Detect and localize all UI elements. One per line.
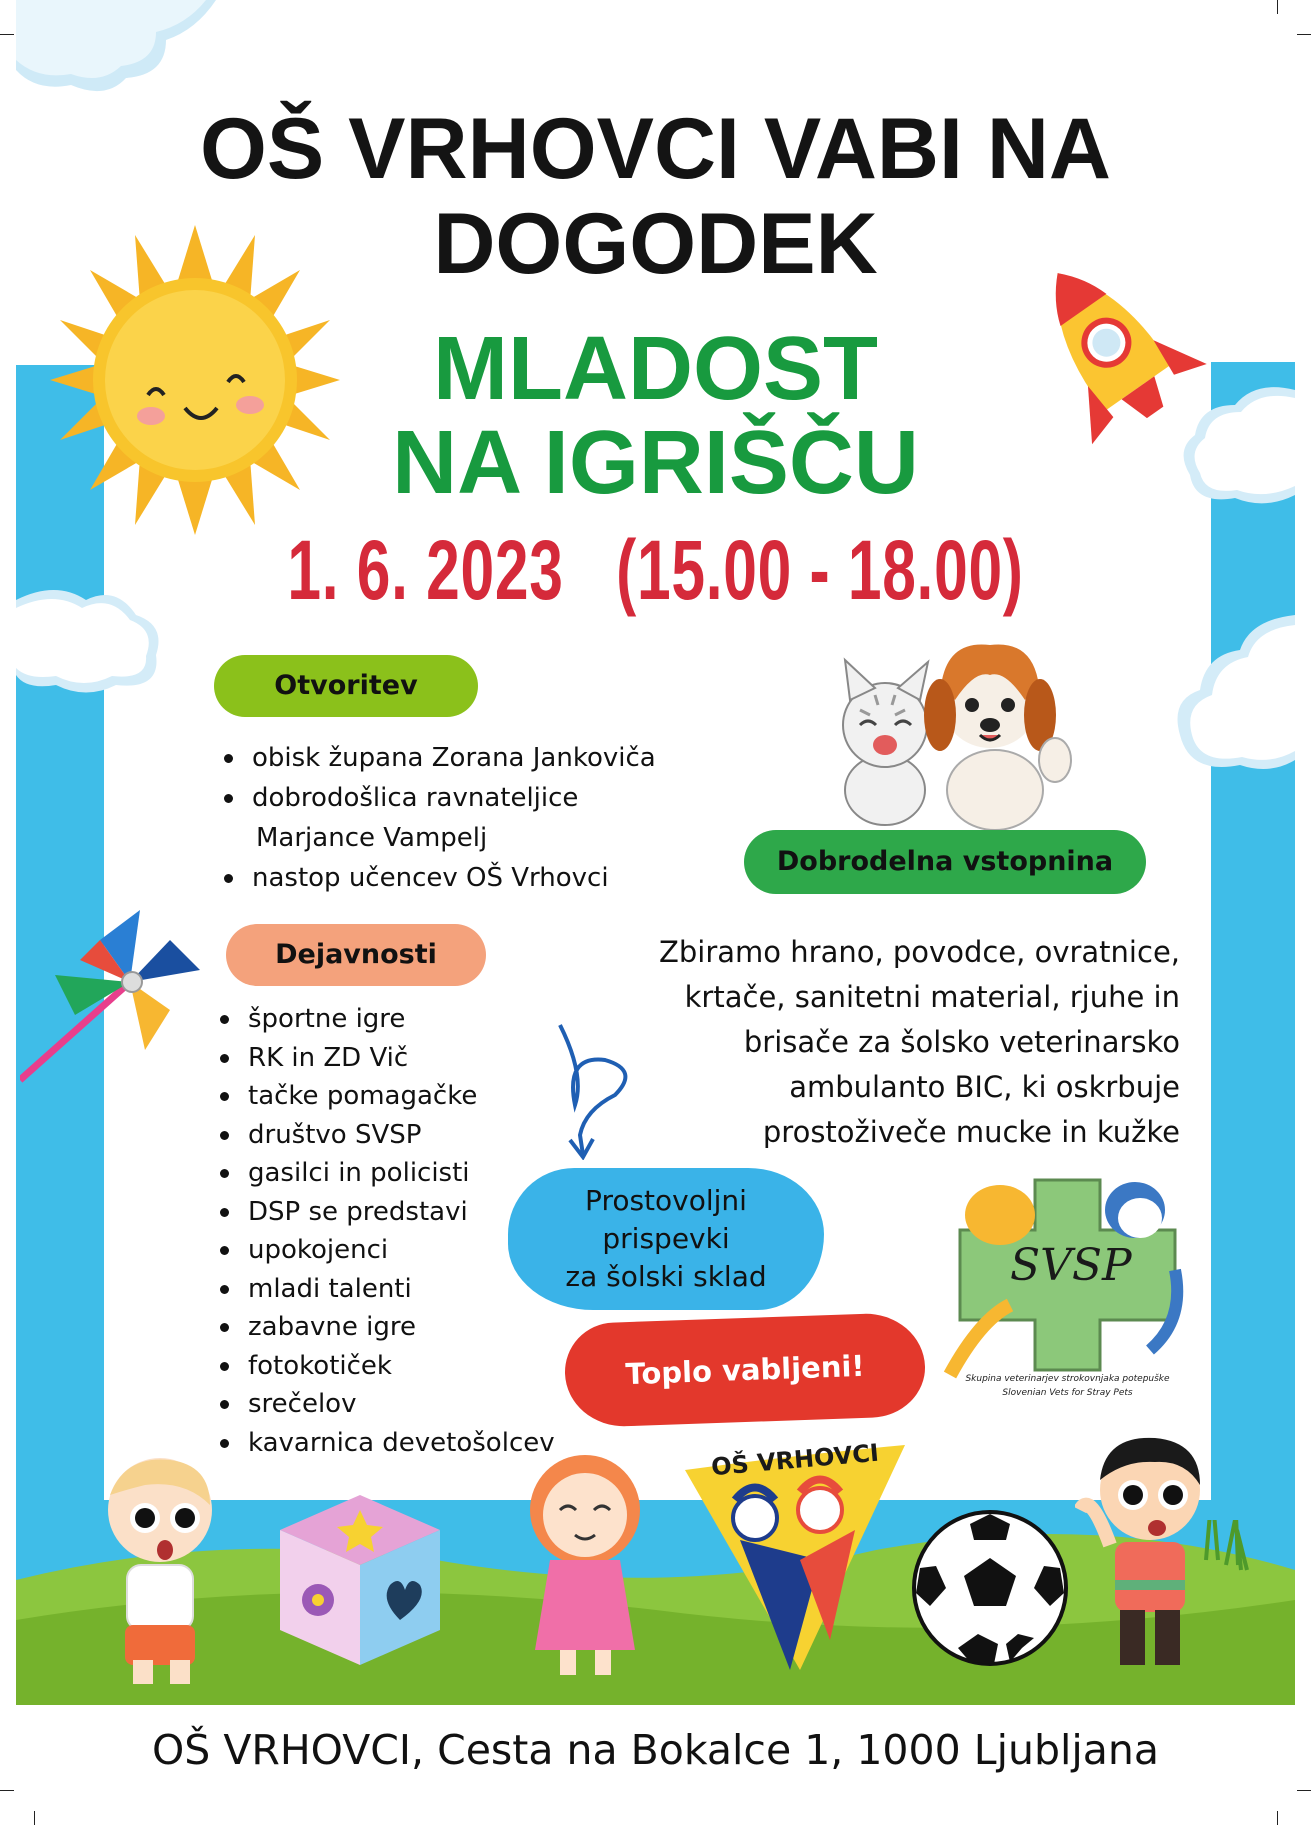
svsp-caption-line2: Slovenian Vets for Stray Pets: [1002, 1388, 1133, 1398]
svsp-logo: [940, 1170, 1195, 1410]
list-item: nastop učencev OŠ Vrhovci: [218, 858, 738, 898]
charity-text-line: prostoživeče mucke in kužke: [762, 1115, 1180, 1149]
page-title-line1: OŠ VRHOVCI VABI NA: [199, 101, 1112, 197]
cloud-icon: [1160, 615, 1295, 775]
event-name-line1: MLADOST: [433, 319, 878, 419]
list-item: športne igre: [214, 1000, 594, 1039]
dog-icon: [924, 644, 1071, 830]
arrow-icon: [545, 1015, 645, 1160]
svsp-caption-line1: Skupina veterinarjev strokovnjaka potepuške: [965, 1374, 1170, 1384]
cat-dog-illustration: [820, 640, 1080, 830]
footer-address: OŠ VRHOVCI, Cesta na Bokalce 1, 1000 Ljubljana: [151, 1726, 1159, 1774]
list-item: DSP se predstavi: [214, 1193, 594, 1232]
fund-line: prispevki: [602, 1222, 730, 1255]
list-item: upokojenci: [214, 1231, 594, 1270]
pinwheel-icon: [20, 900, 220, 1090]
cat-icon: [843, 660, 928, 825]
list-item: RK in ZD Vič: [214, 1039, 594, 1078]
page-title-line2: DOGODEK: [433, 196, 878, 292]
list-item: mladi talenti: [214, 1270, 594, 1309]
list-item: obisk župana Zorana Jankoviča: [218, 738, 738, 778]
activities-label: Dejavnosti: [226, 924, 486, 986]
list-item: kavarnica devetošolcev: [214, 1424, 594, 1463]
soccer-ball-icon: [910, 1508, 1070, 1668]
list-item: gasilci in policisti: [214, 1154, 594, 1193]
cloud-icon: [16, 580, 166, 700]
boy-icon: [1075, 1430, 1215, 1680]
fund-line: Prostovoljni: [585, 1184, 747, 1217]
charity-text-line: ambulanto BIC, ki oskrbuje: [789, 1070, 1180, 1104]
opening-label: Otvoritev: [214, 655, 478, 717]
crop-mark: [0, 34, 14, 35]
school-logo-text: OŠ VRHOVCI: [710, 1438, 880, 1482]
list-item: zabavne igre: [214, 1308, 594, 1347]
cloud-icon: [16, 0, 216, 100]
school-logo: [680, 1440, 910, 1680]
svsp-logo-text: SVSP: [1010, 1240, 1132, 1291]
list-item: srečelov: [214, 1385, 594, 1424]
boy-icon: [85, 1450, 235, 1690]
event-name-line2: NA IGRIŠČU: [392, 413, 919, 513]
crop-mark: [1297, 34, 1311, 35]
crop-mark: [1297, 1790, 1311, 1791]
charity-description: [600, 930, 1180, 1155]
fund-line: za šolski sklad: [565, 1260, 767, 1293]
crop-mark: [1277, 1811, 1278, 1825]
list-item: društvo SVSP: [214, 1116, 594, 1155]
list-item-text: dobrodošlica ravnateljice: [252, 783, 579, 813]
list-item: fotokotiček: [214, 1347, 594, 1386]
charity-text-line: Zbiramo hrano, povodce, ovratnice,: [659, 935, 1180, 969]
charity-text-line: krtače, sanitetni material, rjuhe in: [684, 980, 1180, 1014]
school-fund-badge: [508, 1168, 824, 1310]
crop-mark: [0, 1790, 14, 1791]
opening-list: [218, 738, 738, 898]
list-item: [218, 778, 738, 858]
toy-block-icon: [270, 1480, 450, 1670]
event-date-time: 1. 6. 2023 (15.00 - 18.00): [287, 523, 1024, 617]
welcome-badge: Toplo vabljeni!: [563, 1312, 926, 1429]
crop-mark: [34, 1811, 35, 1825]
girl-icon: [515, 1450, 655, 1680]
list-item: tačke pomagačke: [214, 1077, 594, 1116]
list-item-continuation: Marjance Vampelj: [256, 823, 488, 853]
charity-entry-label: Dobrodelna vstopnina: [744, 830, 1146, 894]
charity-text-line: brisače za šolsko veterinarsko: [743, 1025, 1180, 1059]
crop-mark: [1277, 0, 1278, 14]
